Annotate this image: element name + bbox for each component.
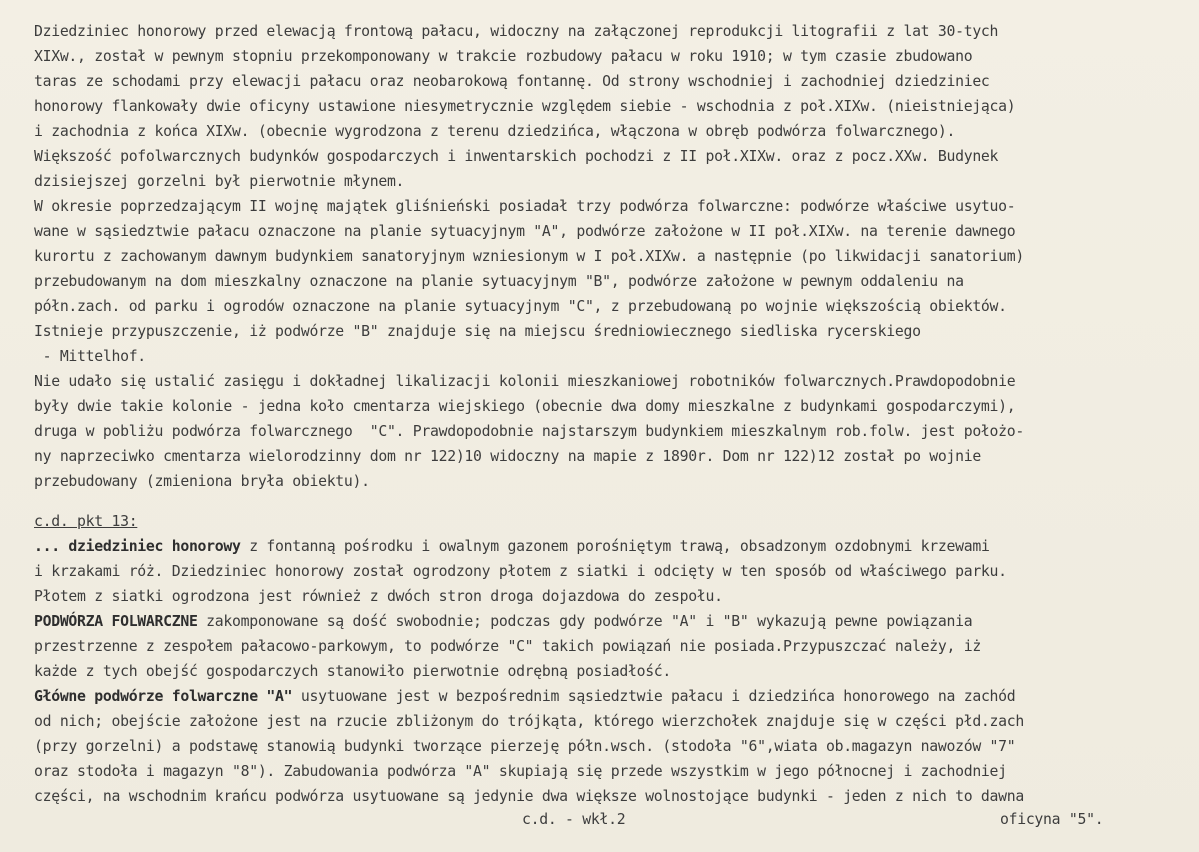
text-line: taras ze schodami przy elewacji pałacu oraz neobarokową fontannę. Od strony wschodniej i zachodniej dziedziniec <box>34 73 990 90</box>
footer-right-text: oficyna "5". <box>1000 811 1104 828</box>
text-line: W okresie poprzedzającym II wojnę majątek gliśnieński posiadał trzy podwórza folwarczne: podwórze właściwe usytuo- <box>34 198 1016 215</box>
text-line: ny naprzeciwko cmentarza wielorodzinny dom nr 122)10 widoczny na mapie z 1890r. Dom nr 122)12 został po wojnie <box>34 448 981 465</box>
text-line: - Mittelhof. <box>34 348 146 365</box>
text-line: półn.zach. od parku i ogrodów oznaczone na planie sytuacyjnym "C", z przebudowaną po wojnie większością obiektów. <box>34 298 1007 315</box>
inline-text: z fontanną pośrodku i owalnym gazonem porośniętym trawą, obsadzonym ozdobnymi krzewami <box>240 538 990 555</box>
text-line: kurortu z zachowanym dawnym budynkiem sanatoryjnym wzniesionym w I poł.XIXw. a następnie (po likwidacji sanatorium) <box>34 248 1024 265</box>
text-line: dzisiejszej gorzelni był pierwotnie młynem. <box>34 173 405 190</box>
text-line: i zachodnia z końca XIXw. (obecnie wygrodzona z terenu dziedzińca, włączona w obręb podwórza folwarcznego). <box>34 123 956 140</box>
inline-text: usytuowane jest w bezpośrednim sąsiedztwie pałacu i dziedzińca honorowego na zachód <box>292 688 1016 705</box>
text-line: przebudowanym na dom mieszkalny oznaczone na planie sytuacyjnym "B", podwórze założone w pewnym oddaleniu na <box>34 273 964 290</box>
bold-phrase: ... dziedziniec honorowy <box>34 538 241 555</box>
text-line: Większość pofolwarcznych budynków gospodarczych i inwentarskich pochodzi z II poł.XIXw. oraz z pocz.XXw. Budynek <box>34 148 999 165</box>
paragraph-line <box>34 610 972 634</box>
text-line: były dwie takie kolonie - jedna koło cmentarza wiejskiego (obecnie dwa domy mieszkalne z budynkami gospodarczymi), <box>34 398 1016 415</box>
bold-phrase: Główne podwórze folwarczne "A" <box>34 688 293 705</box>
continuation-note: c.d. - wkł.2 <box>522 811 626 828</box>
text-line: XIXw., został w pewnym stopniu przekomponowany w trakcie rozbudowy pałacu w roku 1910; w tym czasie zbudowano <box>34 48 973 65</box>
section-heading: c.d. pkt 13: <box>34 513 138 530</box>
text-line: każde z tych obejść gospodarczych stanowiło pierwotnie odrębną posiadłość. <box>34 663 672 680</box>
text-line: Płotem z siatki ogrodzona jest również z dwóch stron droga dojazdowa do zespołu. <box>34 588 723 605</box>
paragraph-line <box>34 535 990 559</box>
text-line: przebudowany (zmieniona bryła obiektu). <box>34 473 370 490</box>
text-line: druga w pobliżu podwórza folwarcznego "C". Prawdopodobnie najstarszym budynkiem mieszkalnym rob.folw. jest położo- <box>34 423 1024 440</box>
text-line: Istnieje przypuszczenie, iż podwórze "B" znajduje się na miejscu średniowiecznego siedliska rycerskiego <box>34 323 921 340</box>
bold-phrase: PODWÓRZA FOLWARCZNE <box>34 613 198 630</box>
inline-text: zakomponowane są dość swobodnie; podczas gdy podwórze "A" i "B" wykazują pewne powiązania <box>197 613 973 630</box>
text-line: oraz stodoła i magazyn "8"). Zabudowania podwórza "A" skupiają się przede wszystkim w jego północnej i zachodniej <box>34 763 1007 780</box>
text-line: części, na wschodnim krańcu podwórza usytuowane są jedynie dwa większe wolnostojące budynki - jeden z nich to dawna <box>34 788 1024 805</box>
paragraph-line <box>34 685 1015 709</box>
text-line: i krzakami róż. Dziedziniec honorowy został ogrodzony płotem z siatki i odcięty w ten sposób od właściwego parku. <box>34 563 1007 580</box>
text-line: wane w sąsiedztwie pałacu oznaczone na planie sytuacyjnym "A", podwórze założone w II poł.XIXw. na terenie dawnego <box>34 223 1016 240</box>
text-line: Dziedziniec honorowy przed elewacją frontową pałacu, widoczny na załączonej reprodukcji litografii z lat 30-tych <box>34 23 999 40</box>
text-line: od nich; obejście założone jest na rzucie zbliżonym do trójkąta, którego wierzchołek znajduje się w części płd.zach <box>34 713 1024 730</box>
text-line: honorowy flankowały dwie oficyny ustawione niesymetrycznie względem siebie - wschodnia z poł.XIXw. (nieistniejąca) <box>34 98 1016 115</box>
text-line: przestrzenne z zespołem pałacowo-parkowym, to podwórze "C" takich powiązań nie posiada.Przypuszczać należy, iż <box>34 638 981 655</box>
text-line: Nie udało się ustalić zasięgu i dokładnej likalizacji kolonii mieszkaniowej robotników folwarcznych.Prawdopodobnie <box>34 373 1016 390</box>
text-line: (przy gorzelni) a podstawę stanowią budynki tworzące pierzeję półn.wsch. (stodoła "6",wiata ob.magazyn nawozów "7" <box>34 738 1016 755</box>
